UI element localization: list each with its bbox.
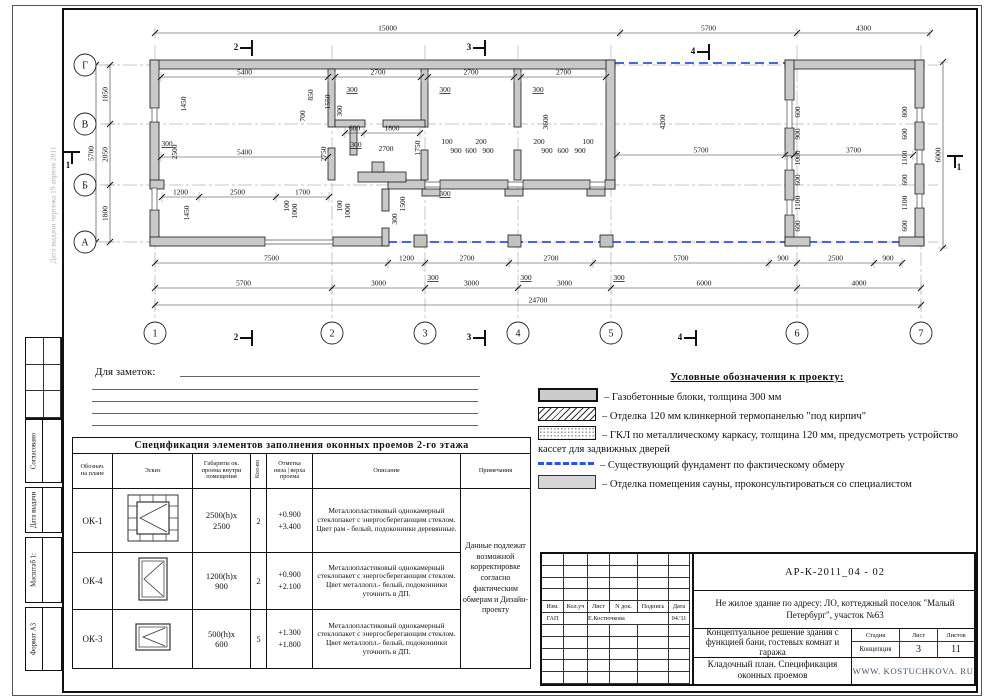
axis-bubble-label: 3 [422,328,428,340]
dim-label: 900 [450,146,462,155]
window-opening [787,200,792,215]
dim-label: 200 [533,137,545,146]
dim-label: 1200 [173,187,188,197]
window-description: Металлопластиковый однокамерный стеклопакет с энергосберегающим стеклом. Цвет металлопл.- белый, подоконники уточнить в ДП. [313,553,461,610]
title-block-sign-grid [542,554,692,684]
note-line [92,425,478,426]
stamp-grid [25,337,62,419]
legend-item [538,426,976,455]
spec-col-header: Обознач. на плане [73,454,113,489]
window-elevations: +0.900 +3.400 [267,489,313,553]
dim-label: 1100 [900,150,909,166]
dim-label: 4000 [851,278,867,288]
title-block-cell: Кол.уч [564,601,588,613]
section-mark-label: 4 [690,46,696,56]
title-block-cell [669,672,690,684]
axis-bubble-label: В [81,119,89,131]
title-block-cell [542,625,564,637]
legend-item [538,407,976,423]
title-block-cell [669,660,690,672]
title-block-cell: ГАП [542,613,564,625]
spec-notes: Данные подлежат возможной корректировке согласно фактическим обмерам и Дизайн-проекту [461,489,531,669]
wall [587,189,605,196]
approved-box [25,419,62,483]
title-block-cell [588,672,610,684]
wall [422,189,440,196]
title-block-cell: N док. [610,601,638,613]
dim-label: 300 [439,85,451,94]
legend-item [538,475,976,491]
legend-item-text: – Отделка 120 мм клинкерной термопанелью "под кирпич" [602,411,866,423]
dim-label: 600 [900,128,909,140]
title-block-cell: Лист [588,601,610,613]
dim-label: 1800 [384,123,400,133]
title-block-cell: Изм. [542,601,564,613]
window-size: 1200(h)x 900 [193,553,251,610]
section-mark-label: 2 [233,332,239,342]
legend-title: Условные обозначения к проекту: [670,372,844,383]
title-block-cell: Подпись [638,601,669,613]
title-block-cell [588,578,610,590]
sheet-label: Лист [900,629,938,642]
dim-label: 3600 [541,114,550,130]
issue-date-note: Дата выдачи чертежа 19 апреля 2011 [48,146,58,264]
dim-label: 900 [541,146,553,155]
dim-label: 1000 [793,150,802,166]
title-block-cell: Е.Костючкова [588,613,669,625]
title-block-cell [638,566,669,578]
sheet-name: Кладочный план. Спецификация оконных проемов [692,658,852,684]
wall [915,122,924,150]
dim-label: 5400 [237,67,252,77]
dim-label: 800 [900,106,909,118]
wall [372,162,384,172]
dim-label: 1450 [179,96,188,112]
dim-label: 1500 [398,196,407,212]
dim-label: 300 [346,85,358,94]
title-block-cell [669,625,690,637]
window-opening [590,182,605,187]
title-block-cell [638,554,669,566]
dim-label: 2700 [463,67,479,77]
dim-label: 100 [335,200,344,212]
stage-value: Концепция [852,642,900,658]
wall [382,228,389,246]
wall [440,180,508,189]
section-mark-label: 1 [65,160,71,170]
dim-label: 3700 [846,145,861,155]
title-block-cell [564,613,588,625]
note-line [92,389,478,390]
legend-item-text: – Газобетонные блоки, толщина 300 мм [604,392,782,404]
dim-label: 600 [900,220,909,232]
title-block-cell: 04.'11 [669,613,690,625]
title-block-cell [588,660,610,672]
object-address: Не жилое здание по адресу: ЛО, коттеджный поселок "Малый Петербург", участок №63 [692,591,976,629]
dim-label: 300 [427,273,439,282]
dim-label: 2500 [230,187,245,197]
title-block-cell [588,649,610,661]
window-opening [425,182,440,187]
title-block-cell [610,578,638,590]
legend-items [538,388,976,491]
spec-col-header: Эскиз [113,454,193,489]
title-block-cell [542,578,564,590]
title-block-cell [564,672,588,684]
legend-swatch-hatch-icon [538,407,596,421]
title-block-cell [564,660,588,672]
title-block-cell [542,672,564,684]
section-mark-label: 2 [233,42,239,52]
scale-label: Масштаб 1: [30,553,38,587]
dim-label: 2500 [170,144,179,160]
wall [150,237,265,246]
wall [605,180,615,189]
dim-label: 4300 [856,23,871,33]
section-mark-label: 4 [677,332,683,342]
spec-table-title: Спецификация элементов заполнения оконных проемов 2-го этажа [73,438,531,454]
title-block-cell [564,637,588,649]
legend-item [538,388,976,404]
dim-label: 600 [793,106,802,118]
dim-label: 600 [900,174,909,186]
dim-label: 4200 [658,114,667,130]
title-block-cell [564,578,588,590]
title-block-cell [564,554,588,566]
dim-label: 5700 [701,23,716,33]
sheets-total: 11 [938,642,974,658]
legend-item [538,459,976,472]
legend-item-text: – Отделка помещения сауны, проконсультироваться со специалистом [602,478,912,490]
window-elevations: +1.300 +1.800 [267,610,313,669]
window-opening [265,240,333,244]
notes-label: Для заметок: [95,366,156,378]
dim-label: 5700 [693,145,709,155]
window-sketch-grid-icon [126,493,180,543]
legend-swatch-cross-icon [538,426,596,440]
title-block-cell [542,589,564,601]
dim-label: 200 [475,137,487,146]
dim-label: 900 [777,253,789,263]
wall [333,237,388,246]
title-block-cell [669,566,690,578]
window-qty: 2 [251,489,267,553]
dim-label: 300 [335,105,344,117]
dim-label: 1850 [100,87,110,102]
dim-label: 300 [439,189,451,198]
window-opening [787,100,792,128]
spec-col-header: Габариты ок. проема внутри помещения [193,454,251,489]
dim-label: 900 [482,146,494,155]
approved-label: Согласовано [30,432,38,470]
dim-label: 3000 [371,278,386,288]
wall [785,237,810,246]
dim-label: 2050 [100,147,110,162]
dim-label: 900 [882,253,894,263]
dim-label: 700 [298,110,307,122]
dim-label: 600 [465,146,477,155]
dim-label: 3000 [464,278,479,288]
axis-bubble-label: 7 [918,328,924,340]
title-block-cell [542,637,564,649]
title-block-cell [638,625,669,637]
dim-label: 300 [161,139,173,148]
title-block-cell [610,566,638,578]
wall [514,150,521,180]
dim-label: 6000 [696,278,712,288]
stage-label: Стадия [852,629,900,642]
dim-label: 1450 [182,205,191,221]
spec-col-header: Отметка низа | верха проема [267,454,313,489]
title-block-cell [588,637,610,649]
wall [382,189,389,211]
dim-label: 900 [574,146,586,155]
document-code: АР-К-2011_04 - 02 [692,554,976,591]
window-mark: ОК-4 [73,553,113,610]
title-block-cell [669,649,690,661]
title-block-cell [669,637,690,649]
title-block-cell [588,554,610,566]
window-description: Металлопластиковый однокамерный стеклопакет с энергосберегающим стеклом. Цвет рам - белый, подоконники деревянные. [313,489,461,553]
scale-box [25,537,62,603]
wall [606,60,615,189]
axis-bubble-label: 5 [608,328,614,340]
dim-label: 6000 [933,147,943,163]
title-block [540,552,976,686]
axis-bubble-label: Б [82,180,88,192]
dim-label: 300 [532,85,544,94]
section-mark-label: 1 [956,162,962,172]
axis-bubble-label: 2 [329,328,335,340]
title-block-cell [610,672,638,684]
dim-label: 600 [793,220,802,232]
title-block-cell [610,625,638,637]
wall [150,60,159,108]
window-opening [152,108,157,122]
title-block-cell [669,554,690,566]
legend-swatch-light-icon [538,475,596,489]
spec-col-header: Кол-во [251,454,267,489]
dim-label: 1700 [295,187,310,197]
wall [899,237,924,246]
title-block-cell [638,672,669,684]
title-block-cell [638,637,669,649]
title-block-cell [610,554,638,566]
dim-label: 2700 [370,67,386,77]
title-block-cell [669,578,690,590]
window-size: 2500(h)x 2500 [193,489,251,553]
dim-label: 1800 [100,206,110,221]
window-opening [917,150,922,164]
window-sketch [113,489,193,553]
title-block-cell [588,625,610,637]
window-opening [917,108,922,122]
window-sketch-tall-icon [137,556,169,602]
dim-label: 100 [441,137,453,146]
foundation-pillar [508,235,521,247]
window-qty: 2 [251,553,267,610]
dim-label: 7500 [264,253,279,263]
title-block-cell [542,566,564,578]
title-block-cell [638,649,669,661]
window-opening [152,188,157,210]
section-mark-label: 3 [466,42,472,52]
spec-table-row [73,489,531,553]
section-mark-label: 3 [466,332,472,342]
dim-label: 5700 [86,146,96,161]
title-block-cell [542,649,564,661]
spec-col-header: Примечания [461,454,531,489]
note-line [92,413,478,414]
dim-label: 900 [793,128,802,140]
wall [915,164,924,194]
wall [505,189,523,196]
issue-date-box [25,487,62,533]
title-block-cell [588,589,610,601]
website: WWW. KOSTUCHKOVA. RU [852,666,974,676]
dim-label: 2700 [459,253,475,263]
title-block-cell [564,566,588,578]
title-block-cell: Дата [669,601,690,613]
title-block-cell [542,660,564,672]
dim-label: 1100 [900,195,909,211]
dim-label: 2750 [319,146,328,162]
window-opening [917,194,922,208]
title-block-cell [564,589,588,601]
window-mark: ОК-3 [73,610,113,669]
axis-bubble-label: 1 [152,328,158,340]
window-spec-table [72,437,531,669]
dim-label: 1550 [323,94,332,110]
dim-label: 300 [350,140,362,149]
title-block-cell [669,589,690,601]
dim-label: 2700 [543,253,559,263]
dim-label: 5700 [673,253,689,263]
title-block-cell [638,589,669,601]
title-block-cell [564,649,588,661]
wall [421,150,428,180]
dim-label: 300 [520,273,532,282]
legend-item-text: – ГКЛ по металлическому каркасу, толщина 120 мм, предусмотреть устройство кассет для задвижных дверей [538,430,958,455]
dim-label: 600 [793,174,802,186]
window-opening [508,182,523,187]
window-size: 500(h)x 600 [193,610,251,669]
wall [785,60,924,69]
format-box [25,607,62,671]
legend-item-text: – Существующий фундамент по фактическому обмеру [600,459,845,471]
axis-bubble-label: 4 [515,328,521,340]
title-block-cell [610,589,638,601]
wall [150,180,164,189]
wall [328,148,335,180]
wall [915,60,924,108]
axis-bubble-label: А [81,237,89,249]
foundation-pillar [414,235,427,247]
dim-label: 850 [306,89,315,101]
dim-label: 600 [348,123,361,133]
issue-date-label: Дата выдачи [30,491,38,529]
wall [785,60,794,100]
title-block-cell [610,660,638,672]
spec-col-header: Описание [313,454,461,489]
window-sketch [113,553,193,610]
window-sketch [113,610,193,669]
window-qty: 5 [251,610,267,669]
title-block-cell [564,625,588,637]
dim-label: 1200 [399,253,414,263]
title-block-cell [638,578,669,590]
note-line [180,376,480,377]
dim-label: 5400 [237,147,252,157]
sheets-label: Листов [938,629,974,642]
foundation-pillar [600,235,613,247]
project-description: Концептуальное решение здания с функцией бани, гостевых комнат и гаража [692,629,852,658]
dim-label: 3000 [557,278,572,288]
dim-label: 300 [390,213,399,225]
dim-label: 600 [557,146,569,155]
window-mark: ОК-1 [73,489,113,553]
dim-label: 2700 [556,67,571,77]
dim-label: 2700 [378,144,394,153]
title-block-cell [610,649,638,661]
dim-label: 5700 [236,278,251,288]
title-block-cell [542,554,564,566]
title-block-cell [588,566,610,578]
dim-label: 1750 [413,140,422,156]
dim-label: 100 [282,200,291,212]
legend-swatch-dash-icon [538,462,594,465]
sheet-number: 3 [900,642,938,658]
wall [523,180,590,189]
format-label: Формат А3 [30,622,38,656]
title-block-cell [638,660,669,672]
note-line [92,401,478,402]
dim-label: 15000 [378,23,397,33]
axis-bubble-label: Г [82,60,88,72]
notes-area [95,366,530,432]
dim-label: 2500 [828,253,843,263]
axis-bubble-label: 6 [794,328,800,340]
dim-label: 24700 [528,295,548,305]
wall [150,122,159,188]
dim-label: 1000 [343,203,352,219]
title-block-cell [610,637,638,649]
window-sketch-small-icon [134,622,172,652]
dim-label: 300 [613,273,625,282]
dim-label: 1000 [290,203,299,219]
legend-swatch-solid-icon [538,388,598,402]
window-elevations: +0.900 +2.100 [267,553,313,610]
legend [538,371,976,494]
wall [358,172,406,182]
dim-label: 100 [582,137,594,146]
window-description: Металлопластиковый однокамерный стеклопакет с энергосберегающим стеклом. Цвет металлопл.- белый, подоконники уточнить в ДП. [313,610,461,669]
dim-label: 1100 [793,195,802,211]
